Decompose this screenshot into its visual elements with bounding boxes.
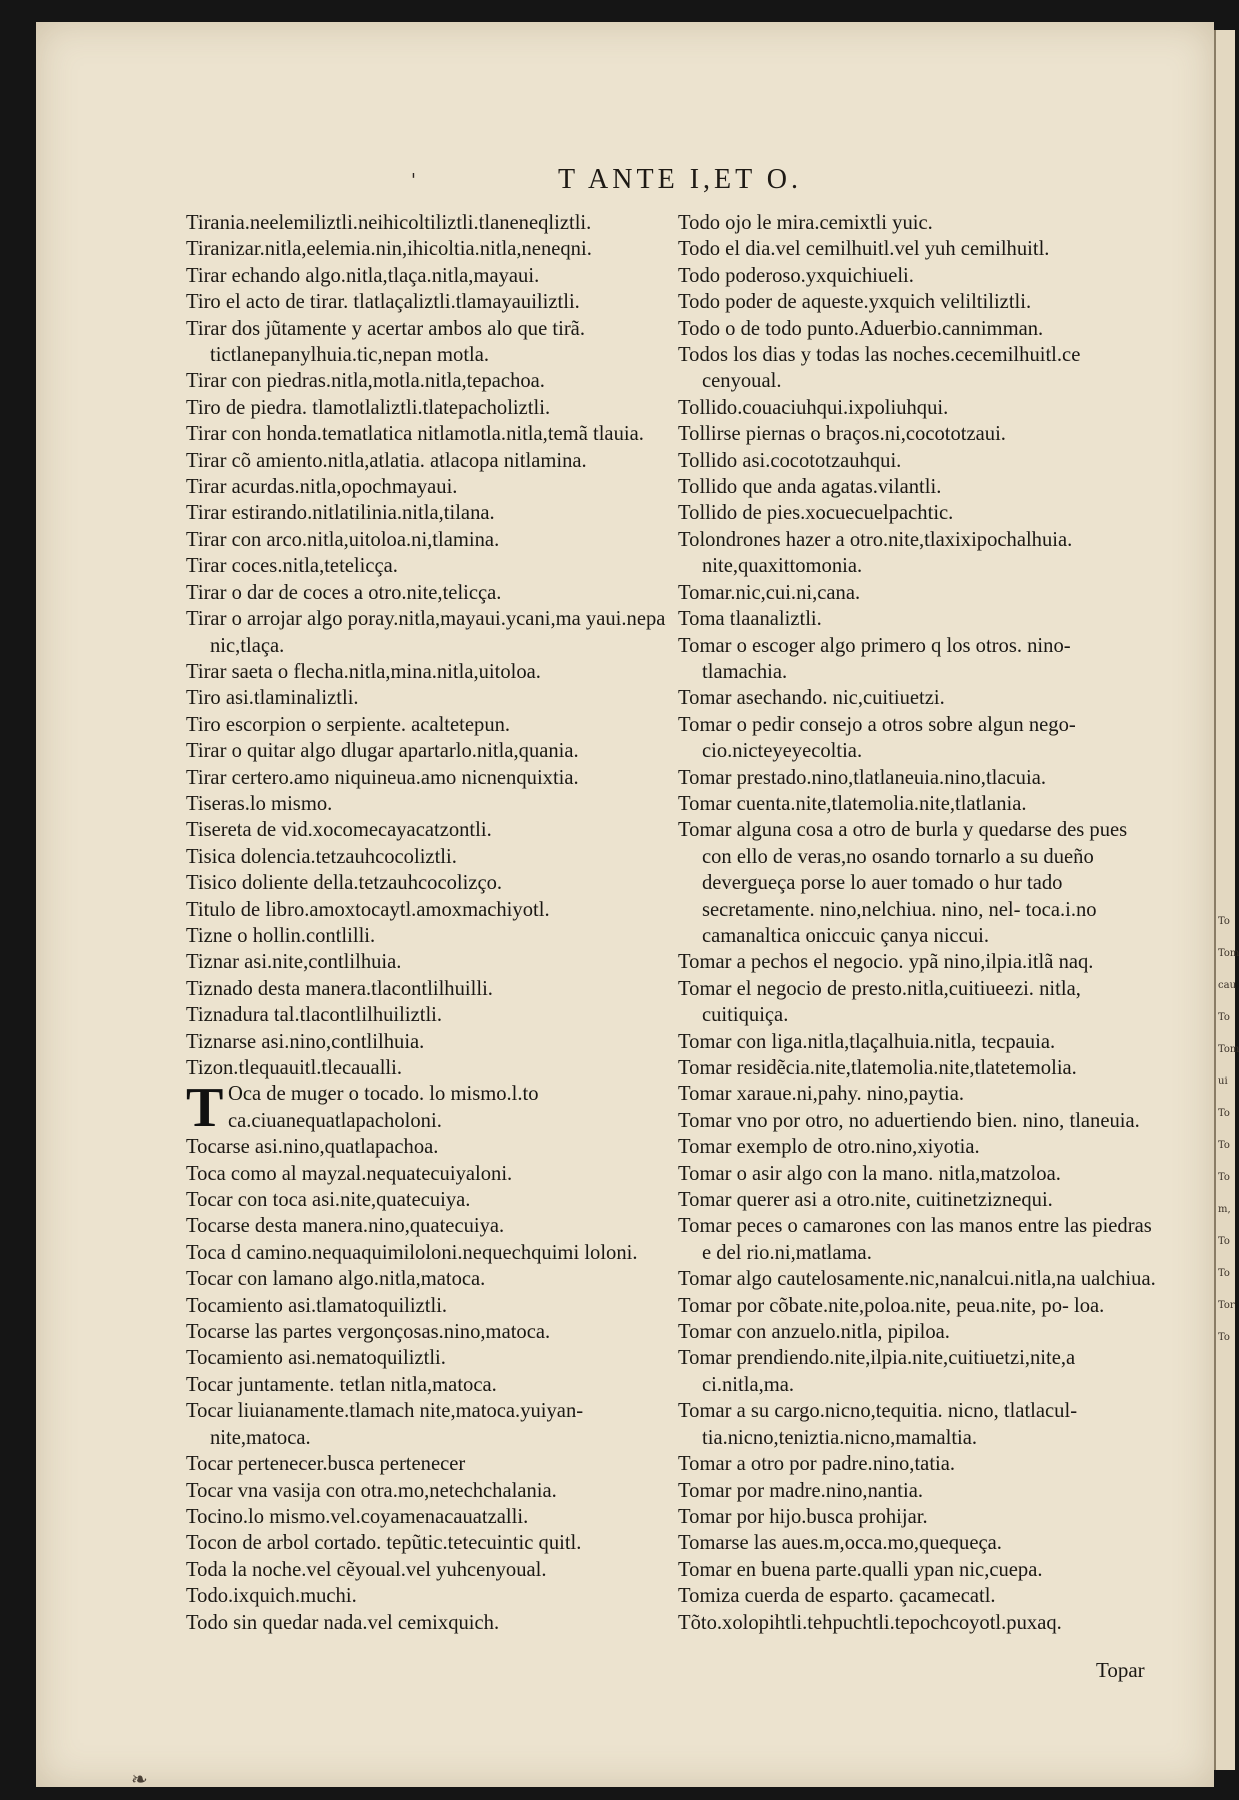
edge-fragment: m, [1218,1204,1231,1215]
dictionary-entry: Tollido asi.cocototzauhqui. [678,449,902,472]
dictionary-entry: Tirar dos jũtamente y acertar ambos alo que tirã. tictlanepanylhuia.tic,nepan motla. [186,317,585,367]
dictionary-entry: Tocarse las partes vergonçosas.nino,matoca. [186,1321,551,1344]
dictionary-entry: Titulo de libro.amoxtocaytl.amoxmachiyotl. [186,898,550,921]
edge-fragment: Tom [1218,1044,1239,1055]
dictionary-entry: Tomar cuenta.nite,tlatemolia.nite,tlatlania. [678,792,1027,815]
dictionary-entry: Todo poder de aqueste.yxquich veliltiliztli. [678,291,1032,314]
dictionary-entry: Tocar juntamente. tetlan nitla,matoca. [186,1373,497,1396]
edge-fragment: Tor [1218,1300,1235,1311]
edge-fragment: cau [1218,980,1237,991]
dictionary-entry: Tisico doliente della.tetzauhcocolizço. [186,872,503,895]
dictionary-entry: Tiznadura tal.tlacontlilhuiliztli. [186,1004,443,1027]
section-start-t [186,1077,676,1140]
dictionary-entry: Tomar algo cautelosamente.nic,nanalcui.nitla,na ualchiua. [678,1268,1156,1291]
dictionary-entry: Tomar con liga.nitla,tlaçalhuia.nitla, tecpauia. [678,1030,1056,1053]
dictionary-entry: Tiro de piedra. tlamotlaliztli.tlatepacholiztli. [186,396,551,419]
dictionary-entry: Tomar el negocio de presto.nitla,cuitiueezi. nitla, cuitiquiça. [678,977,1081,1027]
dictionary-entry: Tomar o asir algo con la mano. nitla,matzoloa. [678,1162,1061,1185]
dictionary-entry: Todo.ixquich.muchi. [186,1585,357,1608]
dictionary-entry: Tõto.xolopihtli.tehpuchtli.tepochcoyotl.puxaq. [678,1611,1062,1634]
dictionary-entry: Tirar coces.nitla,tetelicça. [186,555,398,578]
dictionary-entry: Tiranizar.nitla,eelemia.nin,ihicoltia.nitla,neneqni. [186,238,592,261]
dictionary-entry: Toca como al mayzal.nequatecuiyaloni. [186,1162,513,1185]
dictionary-entry: Tomar.nic,cui.ni,cana. [678,581,861,604]
dictionary-entry: Tiznado desta manera.tlacontlilhuilli. [186,977,493,1000]
edge-fragment: To [1218,1012,1230,1023]
dictionary-entry: Tizon.tlequauitl.tlecaualli. [186,1057,403,1079]
edge-fragment: Tom [1218,948,1239,959]
flourish-mark: ❧ [131,1767,148,1791]
dictionary-entry: Tirar certero.amo niquineua.amo nicnenquixtia. [186,766,579,789]
dictionary-entry: Oca de muger o tocado. lo mismo.l.to ca.ciuanequatlapacholoni. [228,1083,539,1132]
dictionary-entry: Tirar acurdas.nitla,opochmayaui. [186,476,458,499]
dictionary-entry: Tomar residẽcia.nite,tlatemolia.nite,tlatetemolia. [678,1057,1077,1079]
dictionary-entry: Tiro escorpion o serpiente. acaltetepun. [186,713,511,736]
dictionary-entry: Tirania.neelemiliztli.neihicoltiliztli.tlaneneqliztli. [186,212,592,234]
dictionary-entry: Tollido.couaciuhqui.ixpoliuhqui. [678,396,949,419]
dictionary-entry: Tomar exemplo de otro.nino,xiyotia. [678,1136,980,1159]
dictionary-entry: Tirar cõ amiento.nitla,atlatia. atlacopa nitlamina. [186,449,587,472]
dictionary-entry: Tocar liuianamente.tlamach nite,matoca.yuiyan- nite,matoca. [186,1400,584,1449]
dictionary-entry: Toca d camino.nequaquimiloloni.nequechquimi loloni. [186,1241,638,1264]
edge-fragment: To [1218,1268,1230,1279]
dictionary-entry: Tirar echando algo.nitla,tlaça.nitla,mayaui. [186,264,540,287]
dictionary-entry: Tomar o pedir consejo a otros sobre algun nego- cio.nicteyeyecoltia. [678,713,1076,763]
dictionary-entry: Tisereta de vid.xocomecayacatzontli. [186,819,492,842]
dictionary-entry: Tirar o quitar algo dlugar apartarlo.nitla,quania. [186,740,579,763]
dictionary-entry: Tirar con piedras.nitla,motla.nitla,tepachoa. [186,370,545,393]
dictionary-entry: Tocar con lamano algo.nitla,matoca. [186,1268,486,1291]
dictionary-entry: Todo sin quedar nada.vel cemixquich. [186,1611,500,1634]
edge-fragment: To [1218,1108,1230,1119]
dictionary-entry: Tiro el acto de tirar. tlatlaçaliztli.tlamayauiliztli. [186,291,580,314]
dictionary-entry: Tomar por hijo.busca prohijar. [678,1505,928,1528]
dictionary-entry: Todo ojo le mira.cemixtli yuic. [678,212,933,234]
catchword: Topar [1096,1658,1145,1682]
dictionary-entry: Todo el dia.vel cemilhuitl.vel yuh cemilhuitl. [678,238,1050,261]
page-mark: ' [411,170,416,191]
dictionary-entry: Tirar o arrojar algo poray.nitla,mayaui.ycani,ma yaui.nepa nic,tlaça. [186,608,666,657]
dictionary-entry: Toda la noche.vel cẽyoual.vel yuhcenyoual. [186,1558,547,1581]
dictionary-entry: Tocamiento asi.tlamatoquiliztli. [186,1294,448,1317]
running-head: T ANTE I,ET O. [558,164,802,195]
dictionary-entry: Tocar con toca asi.nite,quatecuiya. [186,1189,471,1212]
dictionary-entry: Tirar con honda.tematlatica nitlamotla.nitla,temã tlauia. [186,423,644,446]
dictionary-entry: Tirar o dar de coces a otro.nite,telicça. [186,581,502,604]
dictionary-entry: Tomar en buena parte.qualli ypan nic,cuepa. [678,1558,1043,1581]
dictionary-entry: Tomar alguna cosa a otro de burla y quedarse des pues con ello de veras,no osando tornarlo a su dueño devergueça porse lo auer tomado o hur tado secretamente. nino,nelchiua. nino, nel- toca.i.no camanaltica oniccuic çanya niccui. [678,819,1128,947]
dictionary-entry: Tomar querer asi a otro.nite, cuitinetziznequi. [678,1189,1053,1212]
edge-fragment: ui [1218,1076,1228,1087]
dictionary-entry: Todo o de todo punto.Aduerbio.cannimman. [678,317,1044,340]
dictionary-entry: Tomar a su cargo.nicno,tequitia. nicno, tlatlacul- tia.nicno,teniztia.nicno,mamaltia. [678,1400,1078,1449]
dictionary-entry: Todos los dias y todas las noches.cecemilhuitl.ce cenyoual. [678,344,1081,393]
dictionary-entry: Tizne o hollin.contlilli. [186,924,376,947]
dictionary-entry: Tomar con anzuelo.nitla, pipiloa. [678,1321,950,1344]
dictionary-entry: Tollido que anda agatas.vilantli. [678,476,942,499]
dictionary-entry: Tiznarse asi.nino,contlilhuia. [186,1030,425,1053]
right-column [678,210,1158,1636]
dictionary-entry: Tomiza cuerda de esparto. çacamecatl. [678,1585,996,1608]
left-column [186,210,676,1636]
next-page-edge [1214,30,1239,1770]
dictionary-entry: Tomar o escoger algo primero q los otros. nino- tlamachia. [678,634,1071,683]
dictionary-entry: Tirar saeta o flecha.nitla,mina.nitla,uitoloa. [186,660,541,683]
dictionary-entry: Todo poderoso.yxquichiueli. [678,264,914,287]
dictionary-entry: Tomar por madre.nino,nantia. [678,1479,924,1502]
dictionary-entry: Tomar prendiendo.nite,ilpia.nite,cuitiuetzi,nite,a ci.nitla,ma. [678,1347,1076,1396]
dictionary-entry: Tomar a pechos el negocio. ypã nino,ilpia.itlã naq. [678,951,1094,974]
dictionary-entry: Tocino.lo mismo.vel.coyamenacauatzalli. [186,1505,529,1528]
edge-fragment: To [1218,1236,1230,1247]
dictionary-entry: Tomarse las aues.m,occa.mo,quequeça. [678,1532,1002,1555]
dictionary-entry: Tomar prestado.nino,tlatlaneuia.nino,tlacuia. [678,766,1046,789]
dictionary-entry: Tocarse desta manera.nino,quatecuiya. [186,1215,505,1238]
dictionary-entry: Tomar a otro por padre.nino,tatia. [678,1453,956,1476]
edge-fragment: To [1218,1332,1230,1343]
dictionary-entry: Tirar con arco.nitla,uitoloa.ni,tlamina. [186,528,500,551]
dictionary-entry: Tocar vna vasija con otra.mo,netechchalania. [186,1479,557,1502]
dictionary-entry: Tocon de arbol cortado. tepũtic.tetecuintic quitl. [186,1532,582,1555]
dictionary-entry: Tocar pertenecer.busca pertenecer [186,1453,466,1476]
dictionary-entry: Tomar xaraue.ni,pahy. nino,paytia. [678,1083,965,1106]
dictionary-entry: Tisica dolencia.tetzauhcocoliztli. [186,845,457,868]
book-page [36,22,1214,1791]
dictionary-entry: Tiseras.lo mismo. [186,792,333,815]
edge-fragment: To [1218,916,1230,927]
dictionary-entry: Tollirse piernas o braços.ni,cocototzaui. [678,423,1006,446]
dictionary-entry: Tiro asi.tlaminaliztli. [186,687,359,710]
dictionary-entry: Tomar vno por otro, no aduertiendo bien. nino, tlaneuia. [678,1109,1140,1132]
drop-capital: T [186,1077,224,1140]
edge-fragment: To [1218,1140,1230,1151]
dictionary-entry: Tomar por cõbate.nite,poloa.nite, peua.nite, po- loa. [678,1294,1105,1317]
dictionary-entry: Tomar peces o camarones con las manos entre las piedras e del rio.ni,matlama. [678,1215,1152,1264]
dictionary-entry: Tocamiento asi.nematoquiliztli. [186,1347,446,1370]
edge-fragment: To [1218,1172,1230,1183]
dictionary-entry: Tiznar asi.nite,contlilhuia. [186,951,402,974]
dictionary-entry: Tomar asechando. nic,cuitiuetzi. [678,687,945,710]
dictionary-entry: Toma tlaanaliztli. [678,608,822,631]
dictionary-entry: Tocarse asi.nino,quatlapachoa. [186,1136,439,1159]
dictionary-entry: Tollido de pies.xocuecuelpachtic. [678,502,954,525]
dictionary-entry: Tolondrones hazer a otro.nite,tlaxixipochalhuia. nite,quaxittomonia. [678,528,1073,578]
dictionary-entry: Tirar estirando.nitlatilinia.nitla,tilana. [186,502,495,525]
